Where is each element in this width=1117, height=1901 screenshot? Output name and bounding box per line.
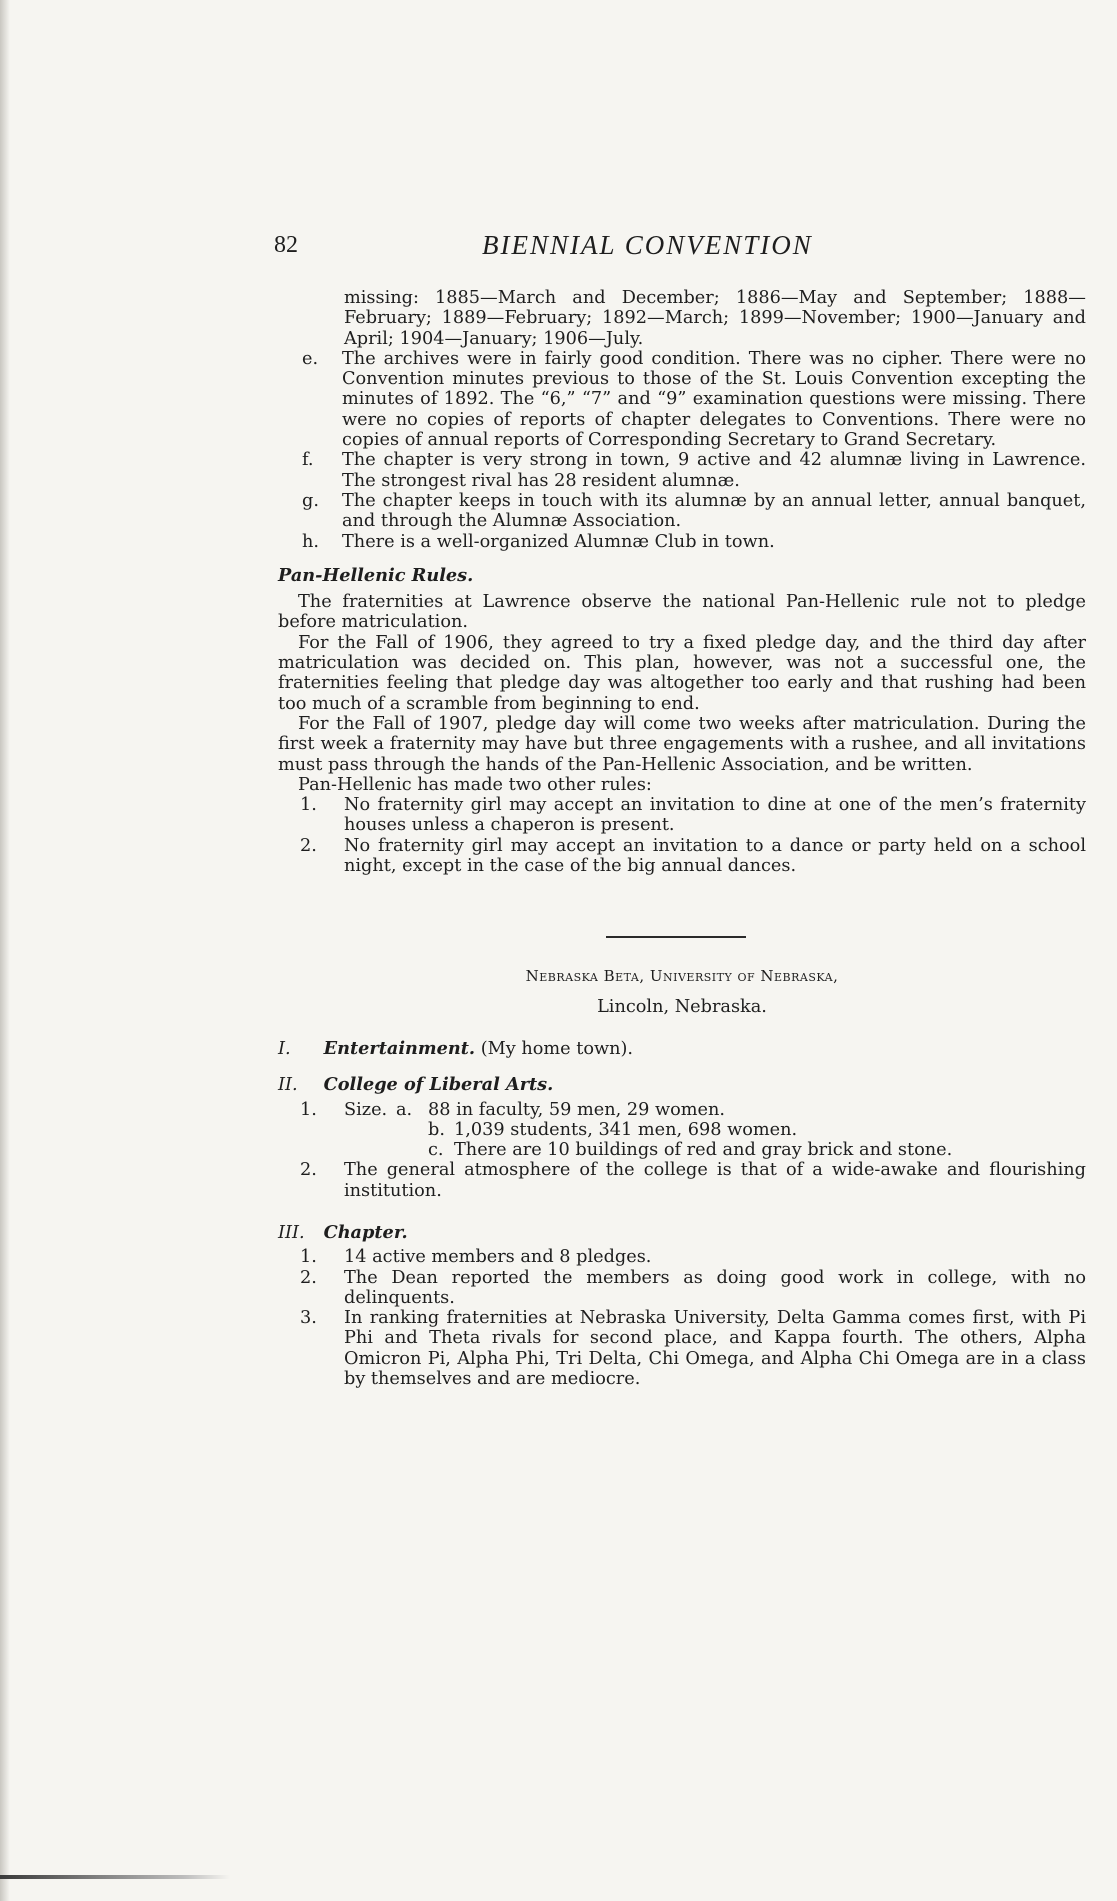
section-heading-panhellenic: Pan-Hellenic Rules. xyxy=(278,564,474,586)
item-text: 14 active members and 8 pledges. xyxy=(344,1247,652,1268)
list-item xyxy=(302,532,1086,552)
item-marker: e. xyxy=(302,348,319,369)
size-label: Size. xyxy=(344,1099,388,1120)
chapter-heading: Nebraska Beta, University of Nebraska, xyxy=(525,967,839,986)
section-title: Entertainment. xyxy=(323,1037,476,1059)
item-marker: 2. xyxy=(300,835,317,856)
list-item xyxy=(302,450,1086,491)
item-text: In ranking fraternities at Nebraska University, Delta Gamma comes first, with Pi Phi and Theta rivals for second place, and Kappa fourth. The others, Alpha Omicron Pi, Alpha Phi, Tri Delta, Chi Omega, and Alpha Chi Omega are in a class by themselves and are mediocre. xyxy=(344,1308,1086,1390)
section-title: Chapter. xyxy=(323,1221,408,1243)
section-numeral: III. xyxy=(278,1222,305,1243)
item-text: The general atmosphere of the college is that of a wide-awake and flourishing institution. xyxy=(344,1160,1086,1201)
paragraph: Pan-Hellenic has made two other rules: xyxy=(298,774,652,795)
section-numeral: II. xyxy=(278,1075,298,1096)
item-text: 88 in faculty, 59 men, 29 women. xyxy=(428,1099,726,1120)
item-marker: c. xyxy=(428,1140,444,1161)
continued-text: missing: 1885—March and December; 1886—May and September; 1888—February; 1889—February; 1892—March; 1899—November; 1900—January and April; 1904—January; 1906—July. xyxy=(344,288,1086,349)
item-marker: b. xyxy=(428,1119,445,1140)
item-text: 1,039 students, 341 men, 698 women. xyxy=(454,1119,798,1140)
list-item xyxy=(278,1308,1086,1389)
item-marker: h. xyxy=(302,531,320,552)
page-header xyxy=(274,222,874,262)
item-marker: 2. xyxy=(300,1160,317,1181)
section-heading-chapter xyxy=(278,1223,1086,1243)
list-item xyxy=(278,1120,1086,1140)
list-item xyxy=(278,1140,1086,1160)
list-item xyxy=(278,1247,1086,1267)
section-heading-college xyxy=(278,1075,1086,1095)
running-title: BIENNIAL CONVENTION xyxy=(482,230,813,260)
scan-smudge xyxy=(0,1875,230,1879)
item-marker: 1. xyxy=(300,795,317,816)
list-item xyxy=(278,795,1086,836)
list-item xyxy=(278,836,1086,877)
item-text: The Dean reported the members as doing good work in college, with no delinquents. xyxy=(344,1267,1086,1308)
section-divider xyxy=(606,936,746,938)
item-marker: 1. xyxy=(300,1247,317,1268)
item-text: The chapter is very strong in town, 9 active and 42 alumnæ living in Lawrence. The strongest rival has 28 resident alumnæ. xyxy=(342,450,1086,491)
item-marker: 2. xyxy=(300,1267,317,1288)
list-item xyxy=(278,1268,1086,1309)
item-text: There are 10 buildings of red and gray brick and stone. xyxy=(454,1140,953,1161)
paragraph: For the Fall of 1907, pledge day will come two weeks after matriculation. During the first week a fraternity may have but three engagements with a rushee, and all invitations must pass through the hands of the Pan-Hellenic Association, and be written. xyxy=(278,713,1086,775)
section-numeral: I. xyxy=(278,1038,291,1059)
chapter-location: Lincoln, Nebraska. xyxy=(597,996,767,1017)
list-item xyxy=(302,349,1086,450)
page-edge-shadow xyxy=(0,0,10,1901)
item-text: There is a well-organized Alumnæ Club in town. xyxy=(342,531,775,552)
paragraph: The fraternities at Lawrence observe the national Pan-Hellenic rule not to pledge before matriculation. xyxy=(278,592,1086,633)
section-detail: (My home town). xyxy=(480,1038,634,1059)
section-title: College of Liberal Arts. xyxy=(323,1074,554,1096)
item-marker: f. xyxy=(302,450,314,471)
page-body xyxy=(278,288,1086,1389)
list-item xyxy=(278,1100,1086,1120)
item-marker: a. xyxy=(396,1099,413,1120)
page-number: 82 xyxy=(274,232,298,258)
item-text: No fraternity girl may accept an invitation to dine at one of the men’s fraternity houses unless a chaperon is present. xyxy=(344,795,1086,836)
item-marker: 1. xyxy=(300,1099,317,1120)
item-marker: 3. xyxy=(300,1308,317,1329)
item-marker: g. xyxy=(302,490,319,511)
item-text: No fraternity girl may accept an invitation to a dance or party held on a school night, except in the case of the big annual dances. xyxy=(344,835,1086,877)
item-text: The archives were in fairly good condition. There was no cipher. There were no Convention minutes previous to those of the St. Louis Convention excepting the minutes of 1892. The “6,” “7” and “9” examination questions were missing. There were no copies of reports of chapter delegates to Conventions. There were no copies of annual reports of Corresponding Secretary to Grand Secretary. xyxy=(342,348,1086,451)
section-heading-entertainment xyxy=(278,1039,1086,1059)
list-item xyxy=(302,491,1086,532)
paragraph: For the Fall of 1906, they agreed to try a fixed pledge day, and the third day after matriculation was decided on. This plan, however, was not a successful one, the fraternities feeling that pledge day was altogether too early and that rushing had been too much of a scramble from beginning to end. xyxy=(278,632,1086,714)
item-text: The chapter keeps in touch with its alumnæ by an annual letter, annual banquet, and through the Alumnæ Association. xyxy=(342,490,1086,532)
list-item xyxy=(278,1160,1086,1201)
